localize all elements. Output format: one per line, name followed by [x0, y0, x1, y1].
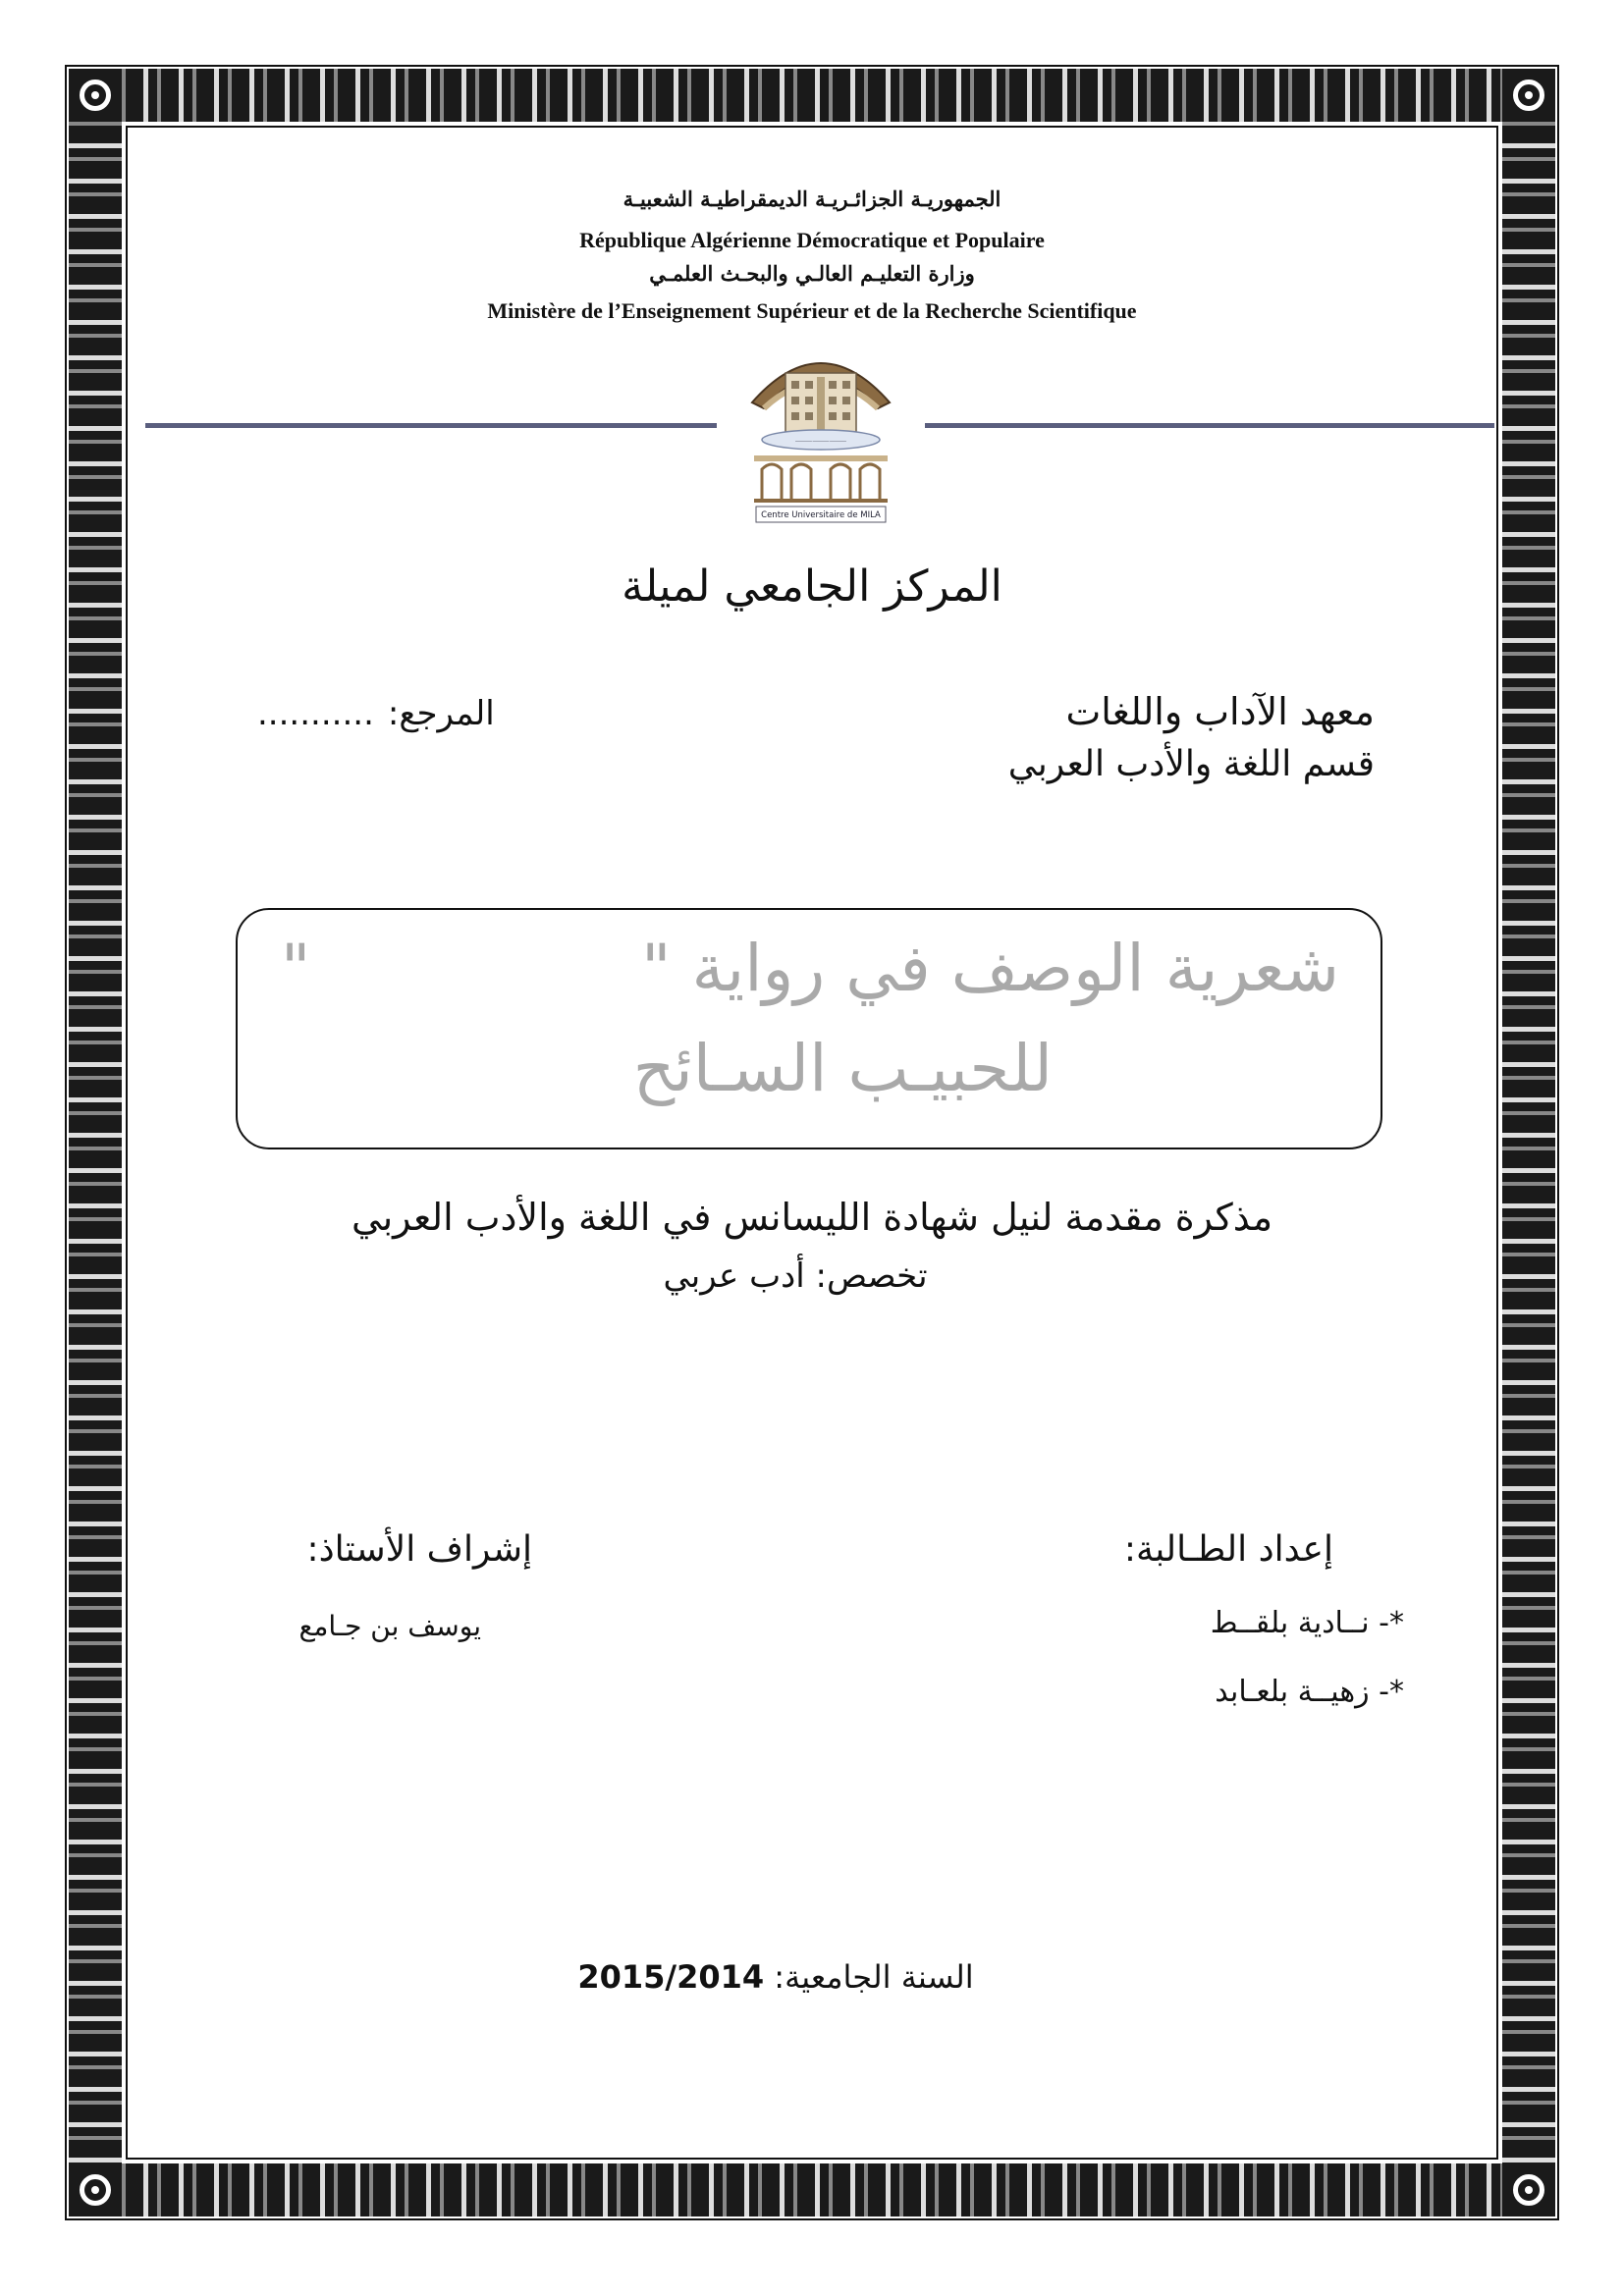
corner-ornament-top-left [69, 69, 122, 122]
corner-ornament-top-right [1502, 69, 1555, 122]
thesis-title-line1: شعرية الوصف في رواية " [641, 931, 1339, 1006]
ministry-fr: Ministère de l’Enseignement Supérieur et de la Recherche Scientifique [487, 298, 1137, 323]
student-name-1: *- نــادية بلقــط [1210, 1606, 1404, 1640]
institute-name: معهد الآداب واللغات [1065, 690, 1375, 733]
supervisor-label: إشراف الأستاذ: [306, 1529, 532, 1570]
corner-ornament-bottom-left [69, 2163, 122, 2216]
thesis-title-closing-quote: " [281, 931, 311, 1006]
logo-caption: Centre Universitaire de MILA [761, 510, 881, 520]
header-rule-left [145, 423, 717, 428]
supervisor-name: يوسف بن جـامع [298, 1610, 481, 1642]
university-logo [734, 334, 907, 526]
republic-ar: الجمهوريـة الجزائـريـة الديمقراطيـة الشعبيـة [623, 187, 1001, 211]
student-name-2: *- زهيــة بلعـابد [1215, 1675, 1404, 1709]
thesis-title-line2: للحبيـب السـائح [632, 1031, 1053, 1106]
academic-year [550, 1958, 1001, 1996]
republic-fr: République Algérienne Démocratique et Populaire [579, 228, 1045, 252]
reference-field [257, 694, 495, 733]
reference-label: المرجع: [387, 694, 495, 733]
svg-text:⸻⸻⸻: ⸻⸻⸻ [794, 437, 847, 445]
academic-year-value: 2015/2014 [577, 1958, 765, 1996]
institution-name: المركز الجامعي لميلة [622, 561, 1002, 612]
border-band-bottom [69, 2163, 1555, 2216]
header-rule-right [925, 423, 1494, 428]
reference-value: ........... [257, 694, 374, 733]
students-label: إعداد الطـالبة: [1123, 1529, 1333, 1570]
border-band-right [1502, 69, 1555, 2216]
degree-statement: مذكرة مقدمة لنيل شهادة الليسانس في اللغة والأدب العربي [351, 1196, 1273, 1239]
academic-year-label: السنة الجامعية: [774, 1958, 974, 1996]
corner-ornament-bottom-right [1502, 2163, 1555, 2216]
border-band-left [69, 69, 122, 2216]
department-name: قسم اللغة والأدب العربي [1007, 744, 1375, 784]
border-band-top [69, 69, 1555, 122]
specialty: تخصص: أدب عربي [663, 1256, 928, 1296]
ministry-ar: وزارة التعليـم العالـي والبحـث العلمـي [649, 261, 975, 286]
